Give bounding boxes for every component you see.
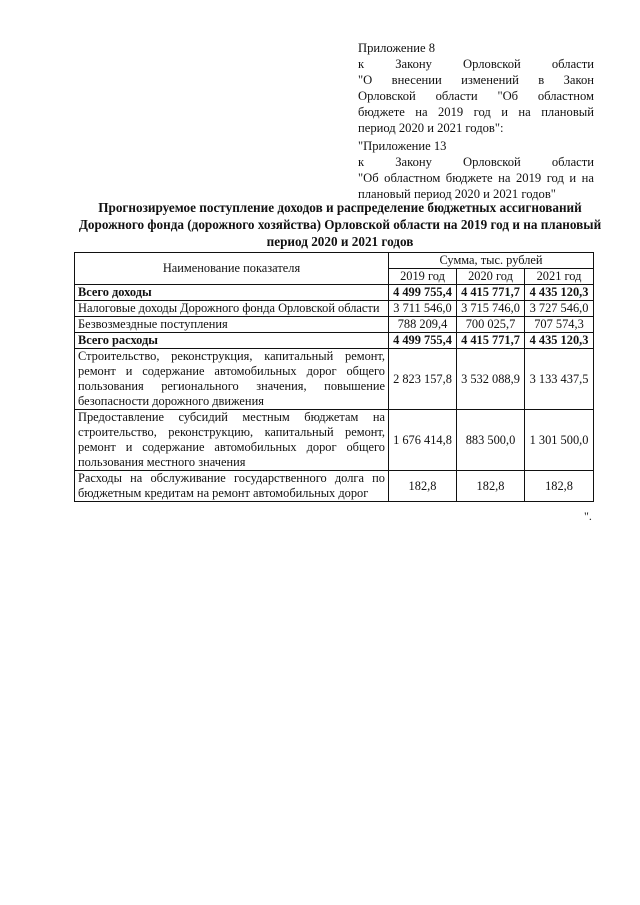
table-row bbox=[75, 410, 594, 471]
value-2021: 707 574,3 bbox=[525, 317, 594, 333]
value-2019: 788 209,4 bbox=[389, 317, 457, 333]
value-2021: 3 727 546,0 bbox=[525, 301, 594, 317]
value-2019: 2 823 157,8 bbox=[389, 349, 457, 410]
closing-quote: ". bbox=[584, 509, 592, 523]
header-indicator-name: Наименование показателя bbox=[75, 253, 389, 285]
row-label: Безвозмездные поступления bbox=[75, 317, 389, 333]
value-2021: 3 133 437,5 bbox=[525, 349, 594, 410]
road-fund-table bbox=[74, 252, 594, 502]
header-year-2020: 2020 год bbox=[457, 269, 525, 285]
appendix-8-line-6: период 2020 и 2021 годов": bbox=[358, 121, 504, 135]
table-body bbox=[75, 285, 594, 502]
title-line-1: Прогнозируемое поступление доходов и распределение бюджетных ассигнований bbox=[98, 200, 582, 215]
value-2021: 182,8 bbox=[525, 471, 594, 502]
value-2019: 4 499 755,4 bbox=[389, 285, 457, 301]
appendix-8-line-1: Приложение 8 bbox=[358, 41, 436, 55]
value-2020: 3 715 746,0 bbox=[457, 301, 525, 317]
header-sum: Сумма, тыс. рублей bbox=[389, 253, 594, 269]
value-2020: 4 415 771,7 bbox=[457, 285, 525, 301]
value-2020: 4 415 771,7 bbox=[457, 333, 525, 349]
title-line-3: период 2020 и 2021 годов bbox=[266, 234, 414, 249]
row-label: Строительство, реконструкция, капитальный ремонт, ремонт и содержание автомобильных дорог общего пользования регионального значения, повышение безопасности дорожного движения bbox=[75, 349, 389, 410]
document-title bbox=[60, 199, 620, 250]
appendix-8-line-3: "О внесении изменений в Закон bbox=[358, 73, 594, 87]
appendix-8-line-5: бюджете на 2019 год и на плановый bbox=[358, 105, 594, 119]
appendix-13-line-4: плановый период 2020 и 2021 годов" bbox=[358, 187, 556, 201]
table-row bbox=[75, 333, 594, 349]
appendix-13-line-2: к Закону Орловской области bbox=[358, 155, 594, 169]
row-label: Налоговые доходы Дорожного фонда Орловской области bbox=[75, 301, 389, 317]
table-row bbox=[75, 301, 594, 317]
value-2021: 4 435 120,3 bbox=[525, 285, 594, 301]
title-line-2: Дорожного фонда (дорожного хозяйства) Орловской области на 2019 год и на плановый bbox=[78, 217, 602, 232]
header-year-2021: 2021 год bbox=[525, 269, 594, 285]
value-2020: 182,8 bbox=[457, 471, 525, 502]
row-label: Всего расходы bbox=[75, 333, 389, 349]
table-row bbox=[75, 471, 594, 502]
row-label: Всего доходы bbox=[75, 285, 389, 301]
value-2019: 4 499 755,4 bbox=[389, 333, 457, 349]
table-row bbox=[75, 285, 594, 301]
appendix-8-line-2: к Закону Орловской области bbox=[358, 57, 594, 71]
appendix-8-line-4: Орловской области "Об областном bbox=[358, 89, 594, 103]
value-2020: 883 500,0 bbox=[457, 410, 525, 471]
appendix-13-line-3: "Об областном бюджете на 2019 год и на bbox=[358, 171, 594, 185]
value-2019: 1 676 414,8 bbox=[389, 410, 457, 471]
value-2019: 3 711 546,0 bbox=[389, 301, 457, 317]
value-2021: 4 435 120,3 bbox=[525, 333, 594, 349]
value-2020: 3 532 088,9 bbox=[457, 349, 525, 410]
row-label: Предоставление субсидий местным бюджетам на строительство, реконструкцию, капитальный ремонт, ремонт и содержание автомобильных дорог общего пользования местного значения bbox=[75, 410, 389, 471]
header-year-2019: 2019 год bbox=[389, 269, 457, 285]
value-2019: 182,8 bbox=[389, 471, 457, 502]
value-2021: 1 301 500,0 bbox=[525, 410, 594, 471]
appendix-8-note bbox=[358, 40, 594, 136]
appendix-13-line-1: "Приложение 13 bbox=[358, 139, 447, 153]
table-row bbox=[75, 349, 594, 410]
appendix-13-note bbox=[358, 138, 594, 202]
value-2020: 700 025,7 bbox=[457, 317, 525, 333]
row-label: Расходы на обслуживание государственного долга по бюджетным кредитам на ремонт автомобильных дорог bbox=[75, 471, 389, 502]
table-row bbox=[75, 317, 594, 333]
